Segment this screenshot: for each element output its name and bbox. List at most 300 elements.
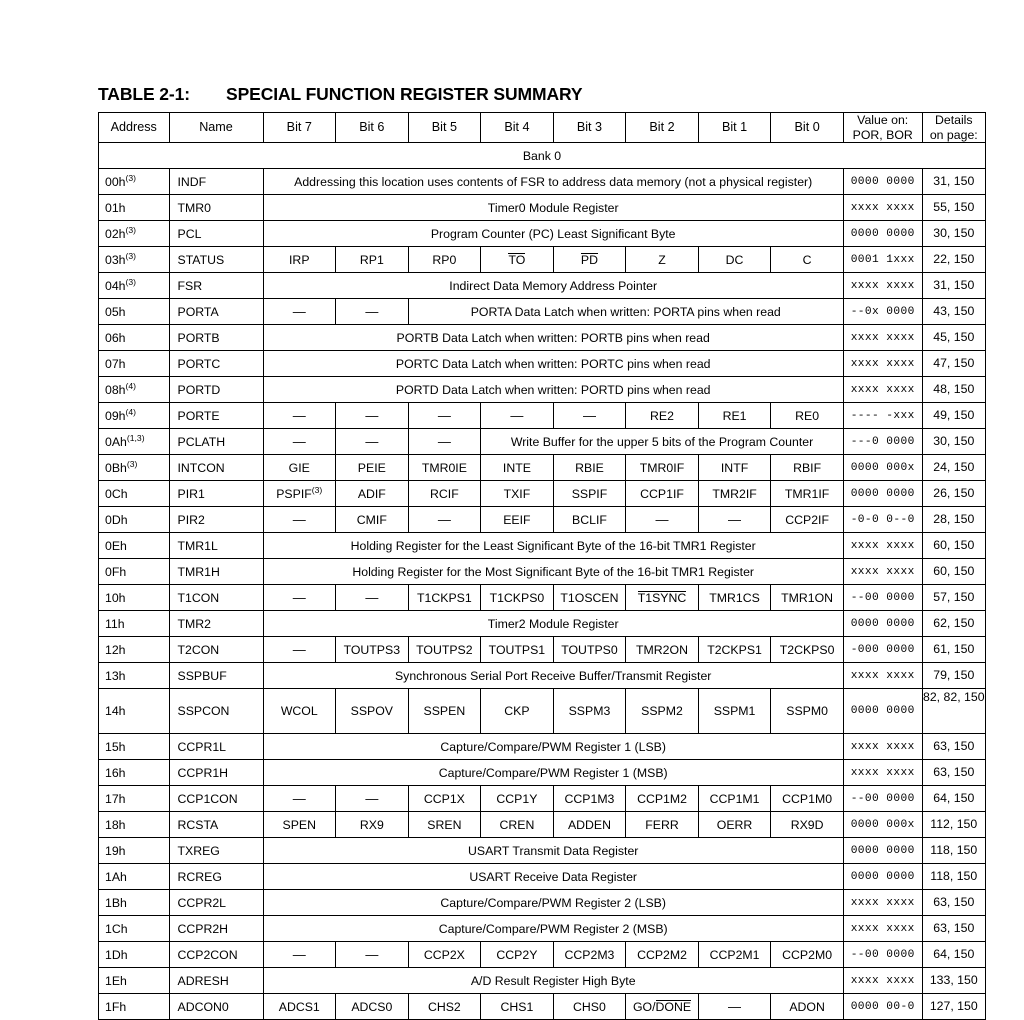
register-bit-cell: PEIE [336,455,409,481]
register-bit-cell: TMR2ON [626,637,699,663]
register-name: PORTE [169,403,263,429]
register-bit-cell [553,247,626,273]
register-row [99,403,986,429]
address-footnote-marker: (3) [125,276,137,287]
register-bit-cell: SSPM3 [553,689,626,734]
bank-separator-row [99,143,986,169]
unimplemented-dash: — [437,512,451,527]
register-bit-cell: SSPM1 [698,689,771,734]
register-description: PORTC Data Latch when written: PORTC pins when read [263,351,843,377]
register-bit-cell: PSPIF$^{(3)}$ [263,481,336,507]
register-bit-cell: CCP1M2 [626,786,699,812]
register-name: PORTB [169,325,263,351]
header-bit-7: Bit 7 [263,113,336,143]
register-bit-cell: ADCS0 [336,994,409,1020]
register-name: RCREG [169,864,263,890]
reset-value: 0000 0000 [843,481,922,507]
table-title-text: SPECIAL FUNCTION REGISTER SUMMARY [226,84,583,104]
register-bit-cell [263,507,336,533]
reset-value: xxxx xxxx [843,195,922,221]
header-address: Address [99,113,170,143]
register-bit-cell: CHS1 [481,994,554,1020]
reset-value: 0000 0000 [843,864,922,890]
register-bit-cell [408,429,481,455]
bit-label-overlined: TO [508,252,526,267]
register-bit-cell [698,994,771,1020]
register-bit-cell [263,637,336,663]
header-details-on-page [922,113,985,143]
register-bit-cell: SREN [408,812,481,838]
reset-value: 0000 00-0 [843,994,922,1020]
register-bit-cell [336,585,409,611]
details-page-reference: 79, 150 [922,663,985,689]
details-page-reference: 47, 150 [922,351,985,377]
header-bit-1: Bit 1 [698,113,771,143]
register-name: ADCON0 [169,994,263,1020]
address-footnote-marker: (3) [125,172,137,183]
register-name: RCSTA [169,812,263,838]
register-name: INTCON [169,455,263,481]
register-bit-cell: SSPM0 [771,689,844,734]
details-page-reference: 31, 150 [922,169,985,195]
register-description: Synchronous Serial Port Receive Buffer/Transmit Register [263,663,843,689]
register-row [99,585,986,611]
register-bit-cell [263,585,336,611]
register-bit-cell: CKP [481,689,554,734]
register-bit-cell: ADDEN [553,812,626,838]
register-address: 12h [99,637,170,663]
register-description: Holding Register for the Most Significant Byte of the 16-bit TMR1 Register [263,559,843,585]
details-page-reference: 22, 150 [922,247,985,273]
register-address: 16h [99,760,170,786]
unimplemented-dash: — [292,947,306,962]
details-page-reference: 26, 150 [922,481,985,507]
reset-value: 0000 000x [843,455,922,481]
header-bit-0: Bit 0 [771,113,844,143]
details-page-reference: 28, 150 [922,507,985,533]
register-row [99,273,986,299]
register-description: Holding Register for the Least Significant Byte of the 16-bit TMR1 Register [263,533,843,559]
bit-footnote-marker: (3) [311,484,323,495]
register-bit-cell [336,429,409,455]
register-row [99,916,986,942]
reset-value: xxxx xxxx [843,760,922,786]
register-address: 1Bh [99,890,170,916]
register-address: 11h [99,611,170,637]
register-address: 19h [99,838,170,864]
register-address: 05h [99,299,170,325]
details-page-reference: 133, 150 [922,968,985,994]
unimplemented-dash: — [292,304,306,319]
bank-label: Bank 0 [99,143,986,169]
register-address: 17h [99,786,170,812]
table-header [99,113,986,143]
register-bit-cell: RE2 [626,403,699,429]
register-name: PORTC [169,351,263,377]
register-address: 1Eh [99,968,170,994]
register-name: PORTA [169,299,263,325]
register-row [99,968,986,994]
reset-value: xxxx xxxx [843,663,922,689]
register-row [99,377,986,403]
register-bit-cell: TMR2IF [698,481,771,507]
register-name: ADRESH [169,968,263,994]
register-bit-cell: RE1 [698,403,771,429]
register-row [99,559,986,585]
address-footnote-marker: (3) [125,224,137,235]
register-bit-cell: CCP2Y [481,942,554,968]
details-page-reference: 118, 150 [922,838,985,864]
header-bit-6: Bit 6 [336,113,409,143]
register-bit-cell [263,299,336,325]
register-bit-cell: TMR1CS [698,585,771,611]
register-bit-cell [336,403,409,429]
register-row [99,890,986,916]
unimplemented-dash: — [292,408,306,423]
register-description: USART Transmit Data Register [263,838,843,864]
register-address: $04h^{(3)}$ [99,273,170,299]
register-row [99,221,986,247]
reset-value: xxxx xxxx [843,351,922,377]
register-row [99,864,986,890]
reset-value: xxxx xxxx [843,377,922,403]
register-description: Capture/Compare/PWM Register 2 (LSB) [263,890,843,916]
register-bit-cell [481,403,554,429]
header-details-line2: on page: [929,127,978,142]
register-address: $00h^{(3)}$ [99,169,170,195]
register-bit-cell: T1CKPS0 [481,585,554,611]
unimplemented-dash: — [437,408,451,423]
register-address: 0Fh [99,559,170,585]
unimplemented-dash: — [365,304,379,319]
details-page-reference: 30, 150 [922,221,985,247]
details-page-reference: 63, 150 [922,734,985,760]
unimplemented-dash: — [292,642,306,657]
register-name: TMR2 [169,611,263,637]
header-value-line1: Value on: [857,113,909,127]
register-bit-cell: TOUTPS1 [481,637,554,663]
register-description: A/D Result Register High Byte [263,968,843,994]
register-bit-cell: TOUTPS3 [336,637,409,663]
bit-label-overlined: T1SYNC [637,590,687,605]
register-address: 15h [99,734,170,760]
register-bit-cell: CCP1M1 [698,786,771,812]
address-footnote-marker: (3) [126,458,138,469]
register-address: 0Eh [99,533,170,559]
register-bit-cell: ADON [771,994,844,1020]
details-page-reference: 24, 150 [922,455,985,481]
unimplemented-dash: — [437,434,451,449]
register-bit-cell: RCIF [408,481,481,507]
header-row [99,113,986,143]
register-row [99,689,986,734]
register-bit-cell: CCP2M3 [553,942,626,968]
register-row [99,760,986,786]
unimplemented-dash: — [365,408,379,423]
register-bit-cell: RBIE [553,455,626,481]
register-address: 07h [99,351,170,377]
register-bit-cell: CCP1Y [481,786,554,812]
register-row [99,325,986,351]
register-description: Write Buffer for the upper 5 bits of the Program Counter [481,429,844,455]
register-bit-cell [626,585,699,611]
details-page-reference: 57, 150 [922,585,985,611]
register-address: 1Dh [99,942,170,968]
register-name: TMR0 [169,195,263,221]
special-function-register-table [98,112,986,1020]
register-row [99,299,986,325]
register-bit-cell: EEIF [481,507,554,533]
register-bit-cell: T2CKPS1 [698,637,771,663]
unimplemented-dash: — [292,590,306,605]
reset-value: 0000 0000 [843,611,922,637]
reset-value: 0001 1xxx [843,247,922,273]
register-address: 10h [99,585,170,611]
register-name: INDF [169,169,263,195]
register-bit-cell [263,942,336,968]
register-row [99,637,986,663]
header-bit-4: Bit 4 [481,113,554,143]
reset-value: -000 0000 [843,637,922,663]
register-bit-cell [336,299,409,325]
register-bit-cell: SSPOV [336,689,409,734]
details-page-reference: 112, 150 [922,812,985,838]
register-address: $09h^{(4)}$ [99,403,170,429]
reset-value: --0x 0000 [843,299,922,325]
register-description: Capture/Compare/PWM Register 1 (LSB) [263,734,843,760]
register-row [99,734,986,760]
register-address: 1Ch [99,916,170,942]
header-value-on-por-bor [843,113,922,143]
register-bit-cell [626,994,699,1020]
reset-value: xxxx xxxx [843,890,922,916]
unimplemented-dash: — [292,434,306,449]
register-name: TXREG [169,838,263,864]
register-address: $08h^{(4)}$ [99,377,170,403]
reset-value: --00 0000 [843,585,922,611]
register-bit-cell [336,942,409,968]
register-address: $02h^{(3)}$ [99,221,170,247]
register-bit-cell: TXIF [481,481,554,507]
details-page-reference: 60, 150 [922,559,985,585]
register-bit-cell: RE0 [771,403,844,429]
register-row [99,247,986,273]
register-row [99,994,986,1020]
register-bit-cell: Z [626,247,699,273]
register-bit-cell: TMR0IF [626,455,699,481]
register-row [99,942,986,968]
register-bit-cell: CCP2IF [771,507,844,533]
register-bit-cell: CREN [481,812,554,838]
register-bit-cell: RP0 [408,247,481,273]
register-name: FSR [169,273,263,299]
register-name: CCPR2L [169,890,263,916]
reset-value: --00 0000 [843,942,922,968]
register-name: T1CON [169,585,263,611]
reset-value: 0000 0000 [843,689,922,734]
unimplemented-dash: — [365,434,379,449]
unimplemented-dash: — [292,512,306,527]
details-page-reference: 60, 150 [922,533,985,559]
header-name: Name [169,113,263,143]
header-bit-3: Bit 3 [553,113,626,143]
register-bit-cell: IRP [263,247,336,273]
bit-label-plain: GO/ [632,999,656,1014]
register-bit-cell: TOUTPS2 [408,637,481,663]
register-bit-cell: WCOL [263,689,336,734]
register-bit-cell: RBIF [771,455,844,481]
reset-value: xxxx xxxx [843,559,922,585]
register-row [99,351,986,377]
details-page-reference: 63, 150 [922,890,985,916]
register-name: PIR1 [169,481,263,507]
address-footnote-marker: (3) [125,250,137,261]
register-bit-cell [263,403,336,429]
unimplemented-dash: — [728,512,742,527]
register-name: CCPR2H [169,916,263,942]
reset-value: ---- -xxx [843,403,922,429]
register-name: TMR1L [169,533,263,559]
register-row [99,429,986,455]
register-address: $03h^{(3)}$ [99,247,170,273]
register-bit-cell [336,786,409,812]
details-page-reference: 118, 150 [922,864,985,890]
register-address: 06h [99,325,170,351]
register-bit-cell: CCP2M2 [626,942,699,968]
register-bit-cell: GIE [263,455,336,481]
register-description: Capture/Compare/PWM Register 2 (MSB) [263,916,843,942]
register-row [99,195,986,221]
register-row [99,169,986,195]
header-value-line2: POR, BOR [852,127,913,142]
unimplemented-dash: — [582,408,596,423]
register-address: 0Ch [99,481,170,507]
register-name: STATUS [169,247,263,273]
register-bit-cell: CMIF [336,507,409,533]
register-bit-cell: CCP2M1 [698,942,771,968]
register-bit-cell [263,786,336,812]
register-bit-cell: CCP1IF [626,481,699,507]
register-row [99,455,986,481]
header-bit-2: Bit 2 [626,113,699,143]
reset-value: xxxx xxxx [843,325,922,351]
details-page-reference: 30, 150 [922,429,985,455]
register-name: CCPR1H [169,760,263,786]
reset-value: xxxx xxxx [843,734,922,760]
register-bit-cell: SSPIF [553,481,626,507]
register-description: USART Receive Data Register [263,864,843,890]
register-bit-cell [263,429,336,455]
unimplemented-dash: — [365,791,379,806]
register-bit-cell: INTE [481,455,554,481]
register-row [99,812,986,838]
details-page-reference: 64, 150 [922,786,985,812]
register-address: 18h [99,812,170,838]
unimplemented-dash: — [292,791,306,806]
register-description: Timer2 Module Register [263,611,843,637]
register-description: PORTA Data Latch when written: PORTA pins when read [408,299,843,325]
register-bit-cell: CCP1X [408,786,481,812]
register-bit-cell [481,247,554,273]
reset-value: xxxx xxxx [843,273,922,299]
details-page-reference: 49, 150 [922,403,985,429]
header-bit-5: Bit 5 [408,113,481,143]
register-bit-cell: RX9D [771,812,844,838]
register-bit-cell: SSPM2 [626,689,699,734]
register-address: 0Dh [99,507,170,533]
register-bit-cell: ADIF [336,481,409,507]
table-body [99,143,986,1020]
address-footnote-marker: (4) [125,406,137,417]
details-page-reference: 63, 150 [922,760,985,786]
address-footnote-marker: (1,3) [126,432,145,443]
register-name: SSPBUF [169,663,263,689]
register-bit-cell: ADCS1 [263,994,336,1020]
register-bit-cell [698,507,771,533]
unimplemented-dash: — [365,590,379,605]
details-page-reference: 43, 150 [922,299,985,325]
register-name: PCL [169,221,263,247]
register-bit-cell [408,507,481,533]
register-bit-cell: TOUTPS0 [553,637,626,663]
register-bit-cell: INTF [698,455,771,481]
register-bit-cell: RX9 [336,812,409,838]
reset-value: xxxx xxxx [843,533,922,559]
register-bit-cell: SPEN [263,812,336,838]
register-address: 1Ah [99,864,170,890]
register-bit-cell: CCP2M0 [771,942,844,968]
register-row [99,533,986,559]
register-description: Program Counter (PC) Least Significant Byte [263,221,843,247]
register-description: Indirect Data Memory Address Pointer [263,273,843,299]
register-address: 0Bh$^{(3)}$ [99,455,170,481]
register-description: PORTD Data Latch when written: PORTD pins when read [263,377,843,403]
register-row [99,663,986,689]
register-address: 13h [99,663,170,689]
bit-label-overlined: DONE [655,999,692,1014]
register-name: CCP2CON [169,942,263,968]
register-bit-cell: OERR [698,812,771,838]
unimplemented-dash: — [510,408,524,423]
register-bit-cell: T2CKPS0 [771,637,844,663]
register-bit-cell: CCP2X [408,942,481,968]
header-details-line1: Details [934,113,973,127]
details-page-reference: 127, 150 [922,994,985,1020]
reset-value: 0000 000x [843,812,922,838]
register-bit-cell: C [771,247,844,273]
register-bit-cell: SSPEN [408,689,481,734]
register-name: SSPCON [169,689,263,734]
register-row [99,611,986,637]
details-page-reference: 63, 150 [922,916,985,942]
unimplemented-dash: — [365,947,379,962]
reset-value: 0000 0000 [843,169,922,195]
register-bit-cell: CCP1M3 [553,786,626,812]
register-description: Capture/Compare/PWM Register 1 (MSB) [263,760,843,786]
register-address: 0Ah$^{(1,3)}$ [99,429,170,455]
reset-value: -0-0 0--0 [843,507,922,533]
register-bit-cell: CHS0 [553,994,626,1020]
register-bit-cell: T1CKPS1 [408,585,481,611]
reset-value: ---0 0000 [843,429,922,455]
register-name: TMR1H [169,559,263,585]
register-row [99,481,986,507]
register-bit-cell: CHS2 [408,994,481,1020]
register-bit-cell: TMR1ON [771,585,844,611]
register-row [99,838,986,864]
register-name: PORTD [169,377,263,403]
register-bit-cell: RP1 [336,247,409,273]
